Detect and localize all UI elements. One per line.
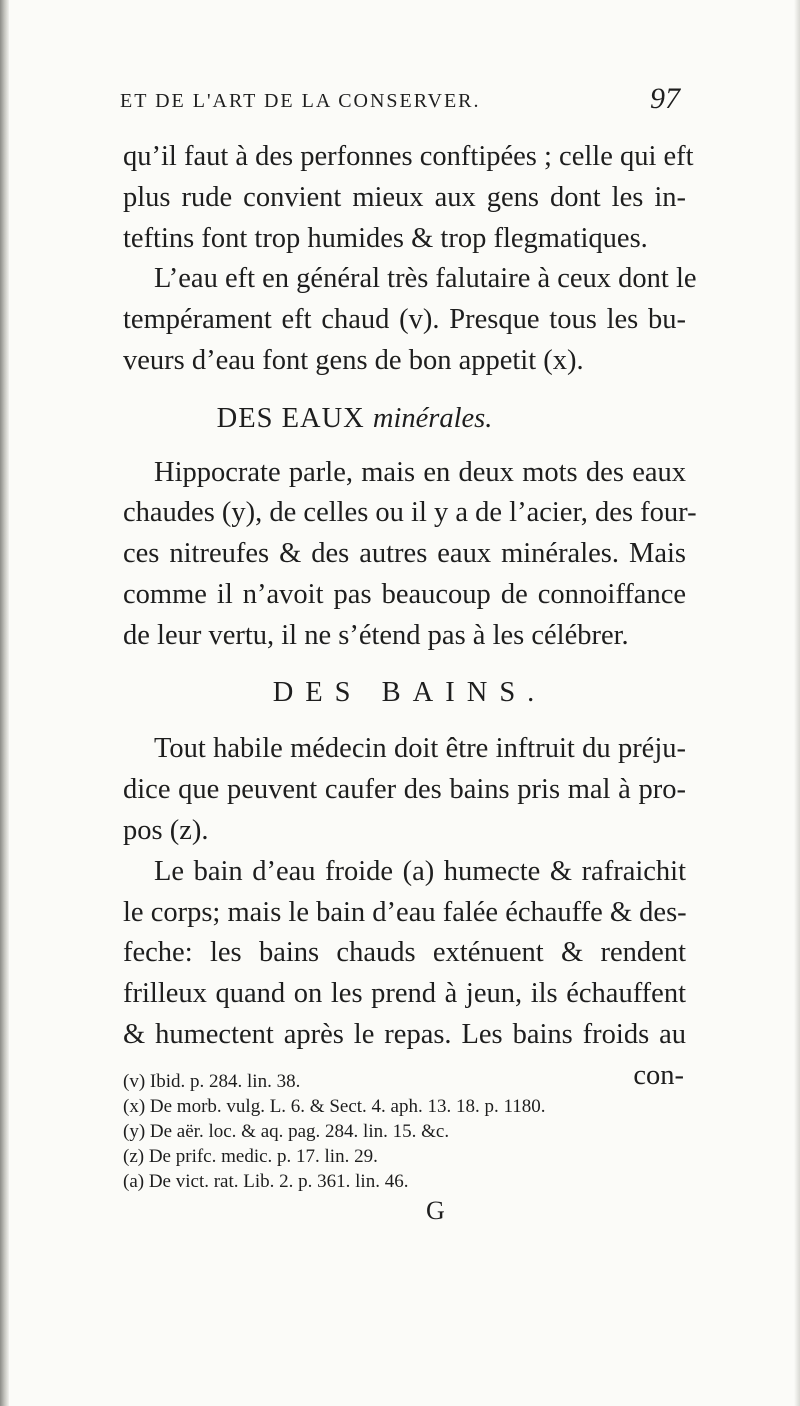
text-line: Tout habile médecin doit être inftruit du préju- (154, 733, 686, 765)
text-line: frilleux quand on les prend à jeun, ils échauffent (123, 978, 686, 1010)
footnote: (a) De vict. rat. Lib. 2. p. 361. lin. 46. (123, 1171, 409, 1192)
running-head (120, 82, 680, 122)
text-line: comme il n’avoit pas beaucoup de connoiffance (123, 578, 686, 610)
text-line: teftins font trop humides & trop flegmatiques. (123, 222, 648, 254)
text-line: pos (z). (123, 814, 209, 846)
text-line: qu’il faut à des perfonnes conftipées ; celle qui eft (123, 141, 694, 172)
text-line: de leur vertu, il ne s’étend pas à les célébrer. (123, 619, 629, 651)
text-line: tempérament eft chaud (v). Presque tous les bu- (123, 304, 686, 336)
text-line: plus rude convient mieux aux gens dont les in- (123, 181, 686, 213)
text-line: & humectent après le repas. Les bains froids au (123, 1018, 686, 1050)
text-line: Le bain d’eau froide (a) humecte & rafraichit (154, 855, 686, 887)
text-line: L’eau eft en général très falutaire à ceux dont le (154, 263, 697, 295)
footnote: (x) De morb. vulg. L. 6. & Sect. 4. aph. 13. 18. p. 1180. (123, 1096, 546, 1117)
heading-italic: minérales. (372, 402, 493, 434)
page-edge (794, 0, 800, 1406)
text-line: veurs d’eau font gens de bon appetit (x). (123, 344, 584, 376)
footnote: (v) Ibid. p. 284. lin. 38. (123, 1071, 301, 1092)
text-line: chaudes (y), de celles ou il y a de l’acier, des four- (123, 497, 697, 529)
footnotes (123, 1069, 693, 1194)
text-line: ces nitreufes & des autres eaux minérales. Mais (123, 538, 686, 570)
section-heading-bains: DES BAINS. (272, 676, 547, 708)
text-line: Hippocrate parle, mais en deux mots des eaux (154, 456, 686, 488)
main-text (123, 137, 697, 1097)
text-line: dice que peuvent caufer des bains pris mal à pro- (123, 774, 686, 806)
running-title: ET DE L'ART DE LA CONSERVER. (120, 90, 481, 112)
heading-caps: DES EAUX (216, 402, 365, 434)
page-number: 97 (650, 82, 680, 115)
text-line: feche: les bains chauds exténuent & rendent (123, 937, 686, 969)
catchword: con- (633, 1059, 684, 1091)
section-heading-eaux (123, 399, 686, 440)
signature-mark: G (426, 1196, 445, 1225)
book-spine-shadow (0, 0, 9, 1406)
footnote: (z) De prifc. medic. p. 17. lin. 29. (123, 1146, 378, 1167)
text-line: le corps; mais le bain d’eau falée échauffe & des- (123, 896, 687, 928)
footnote: (y) De aër. loc. & aq. pag. 284. lin. 15. &c. (123, 1121, 450, 1142)
